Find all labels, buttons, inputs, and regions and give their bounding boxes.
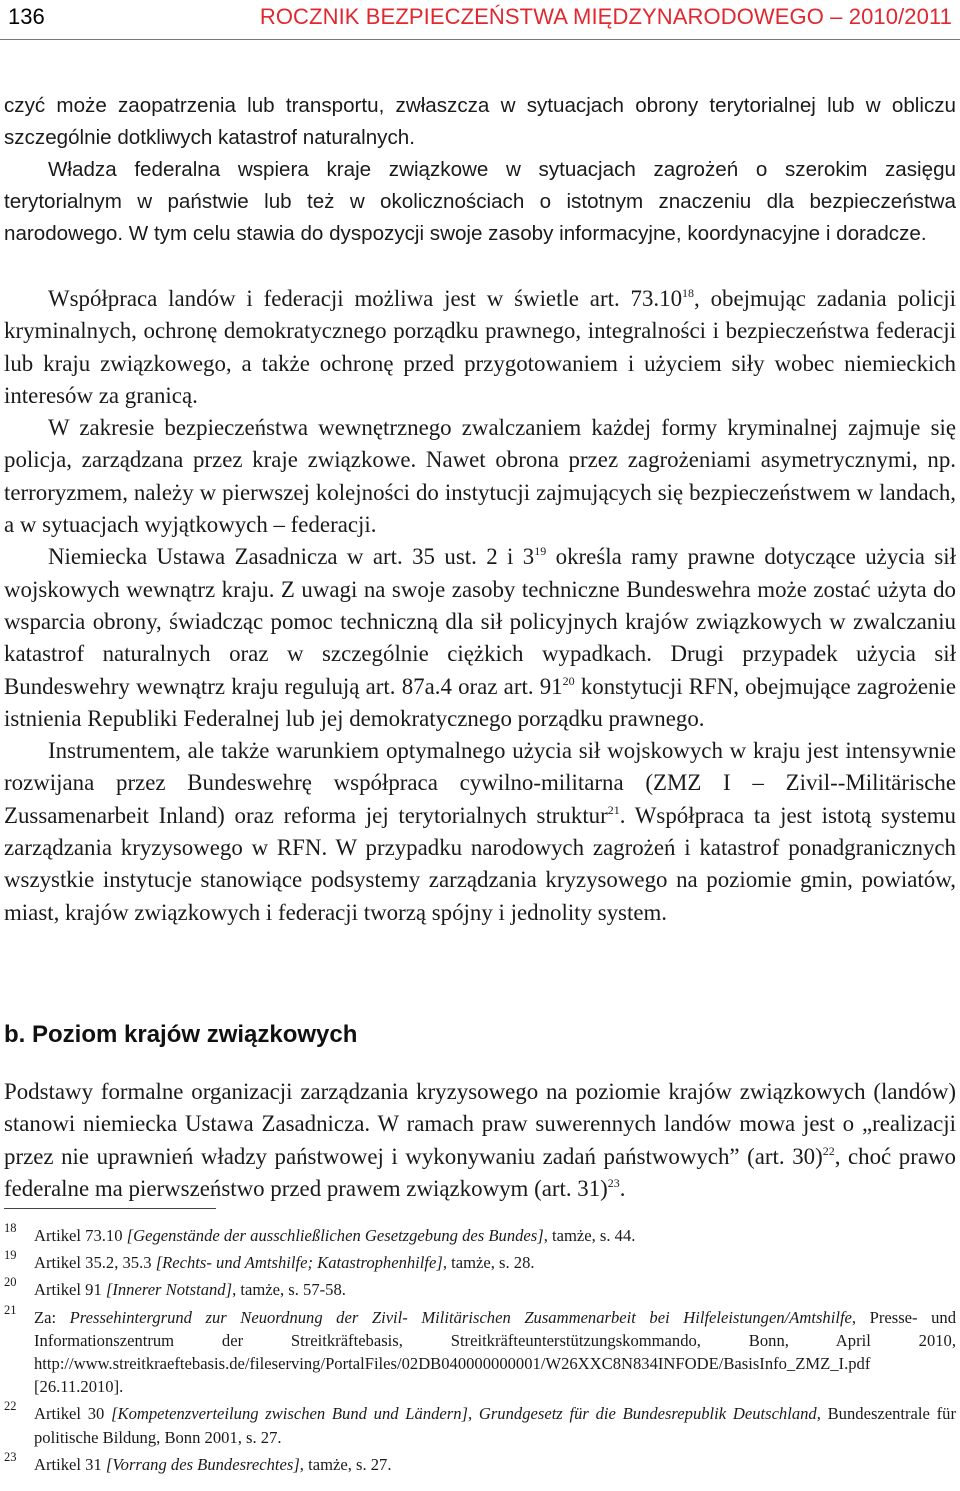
footnote-ref-20: 20 bbox=[562, 673, 575, 688]
footnote-rule bbox=[4, 1208, 216, 1209]
footnote-number: 19 bbox=[4, 1248, 17, 1263]
paragraph-civil-military: Instrumentem, ale także warunkiem optymalnego użycia sił wojskowych w kraju jest intensywnie rozwijana przez Bundeswehrę współpraca cywilno-militarna (ZMZ I – Zivil--Militärische Zussamenarbeit Inland) oraz reforma jej terytorialnych struktur$^{21}$. Współpraca ta jest istotą systemu zarządzania kryzysowego w RFN. W przypadku narodowych zagrożeń i katastrof ponadgranicznych wszystkie instytucje stanowiące podsystemy zarządzania kryzysowego na poziomie gmin, powiatów, miast, krajów związkowych i federacji tworzą spójny i jednolity system. bbox=[4, 738, 957, 925]
footnote-number: 23 bbox=[4, 1449, 17, 1464]
paragraph-section-intro: Podstawy formalne organizacji zarządzania kryzysowego na poziomie krajów związkowych (landów) stanowi niemiecka Ustawa Zasadnicza. W ramach praw suwerennych landów mowa jest o „realizacji przez nie uprawnień władzy państwowej i wykonywaniu zadań państwowych” (art. 30)$^{22}$, choć prawo federalne ma pierwszeństwo przed prawem związkowym (art. 31)$^{23}$. bbox=[4, 1079, 956, 1201]
paragraph-federal-support: Władza federalna wspiera kraje związkowe w sytuacjach zagrożeń o szerokim zasięgu terytorialnym w państwie lub też w okolicznościach o istotnym znaczeniu dla bezpieczeństwa narodowego. W tym celu stawia do dyspozycji swoje zasoby informacyjne, koordynacyjne i doradcze. bbox=[4, 158, 956, 245]
body-serif-block bbox=[4, 283, 956, 929]
footnote-ref-19: 19 bbox=[534, 544, 547, 559]
footnote-number: 21 bbox=[4, 1302, 17, 1317]
footnote: 19 Artikel 35.2, 35.3 [Rechts- und Amtshilfe; Katastrophenhilfe], tamże, s. 28. bbox=[4, 1251, 956, 1274]
paragraph-cooperation: Współpraca landów i federacji możliwa jest w świetle art. 73.10$^{18}$, obejmując zadania policji kryminalnych, ochronę demokratycznego porządku prawnego, integralności i bezpieczeństwa federacji lub kraju związkowego, a także ochronę przed przygotowaniem i użyciem siły wobec niemieckich interesów za granicą. bbox=[4, 286, 956, 408]
running-head: ROCZNIK BEZPIECZEŃSTWA MIĘDZYNARODOWEGO – 2010/2011 bbox=[259, 4, 952, 29]
footnote-number: 18 bbox=[4, 1221, 17, 1235]
footnote: 21 Za: Pressehintergrund zur Neuordnung der Zivil- Militärischen Zusammenarbeit bei Hilfeleistungen/Amtshilfe, Presse- und Informationszentrum der Streitkräftebasis, Streitkräfteunterstützungskommando, Bonn, April 2010, http://www.streitkraeftebasis.de/fileserving/PortalFiles/02DB040000000001/W26XXC8N834INFODE/BasisInfo_ZMZ_I.pdf [26.11.2010]. bbox=[4, 1306, 956, 1399]
footnote: 20 Artikel 91 [Innerer Notstand], tamże, s. 57-58. bbox=[4, 1278, 956, 1301]
paragraph-continuation: czyć może zaopatrzenia lub transportu, zwłaszcza w sytuacjach obrony terytorialnej lub w obliczu szczególnie dotkliwych katastrof naturalnych. bbox=[4, 94, 956, 149]
body-sans-block bbox=[4, 90, 956, 250]
footnote-ref-23: 23 bbox=[607, 1175, 620, 1190]
header-rule bbox=[0, 39, 960, 40]
section-heading: b. Poziom krajów związkowych bbox=[4, 1021, 358, 1048]
section-body bbox=[4, 1076, 956, 1205]
footnote: 23 Artikel 31 [Vorrang des Bundesrechtes], tamże, s. 27. bbox=[4, 1453, 956, 1476]
footnote-number: 20 bbox=[4, 1275, 17, 1290]
footnote-ref-22: 22 bbox=[822, 1143, 835, 1158]
footnote-ref-18: 18 bbox=[682, 286, 695, 300]
paragraph-internal-security: W zakresie bezpieczeństwa wewnętrznego zwalczaniem każdej formy kryminalnej zajmuje się policja, zarządzana przez kraje związkowe. Nawet obrona przez zagrożeniami asymetrycznymi, np. terroryzmem, należy w pierwszej kolejności do instytucji zajmujących się bezpieczeństwem w landach, a w sytuacjach wyjątkowych – federacji. bbox=[4, 415, 956, 538]
footnotes bbox=[4, 1221, 956, 1480]
page-number: 136 bbox=[8, 4, 45, 29]
footnote: 18 Artikel 73.10 [Gegenstände der ausschließlichen Gesetzgebung des Bundes], tamże, s. 44. bbox=[4, 1224, 956, 1247]
paragraph-basic-law: Niemiecka Ustawa Zasadnicza w art. 35 ust. 2 i $3^{19}$ określa ramy prawne dotyczące użycia sił wojskowych wewnątrz kraju. Z uwagi na swoje zasoby techniczne Bundeswehra może zostać użyta do wsparcia obrony, świadcząc pomoc techniczną dla sił policyjnych krajów związkowych w zwalczaniu katastrof naturalnych oraz w szczególnie ciężkich wypadkach. Drugi przypadek użycia sił Bundeswehry wewnątrz kraju regulują art. 87a.4 oraz art. $91^{20}$ konstytucji RFN, obejmujące zagrożenie istnienia Republiki Federalnej lub jej demokratycznego porządku prawnego. bbox=[4, 544, 956, 731]
footnote-ref-21: 21 bbox=[607, 802, 620, 817]
page-header bbox=[8, 4, 952, 36]
footnote-number: 22 bbox=[4, 1399, 17, 1414]
footnote: 22 Artikel 30 [Kompetenzverteilung zwischen Bund und Ländern], Grundgesetz für die Bundesrepublik Deutschland, Bundeszentrale für politische Bildung, Bonn 2001, s. 27. bbox=[4, 1402, 956, 1448]
